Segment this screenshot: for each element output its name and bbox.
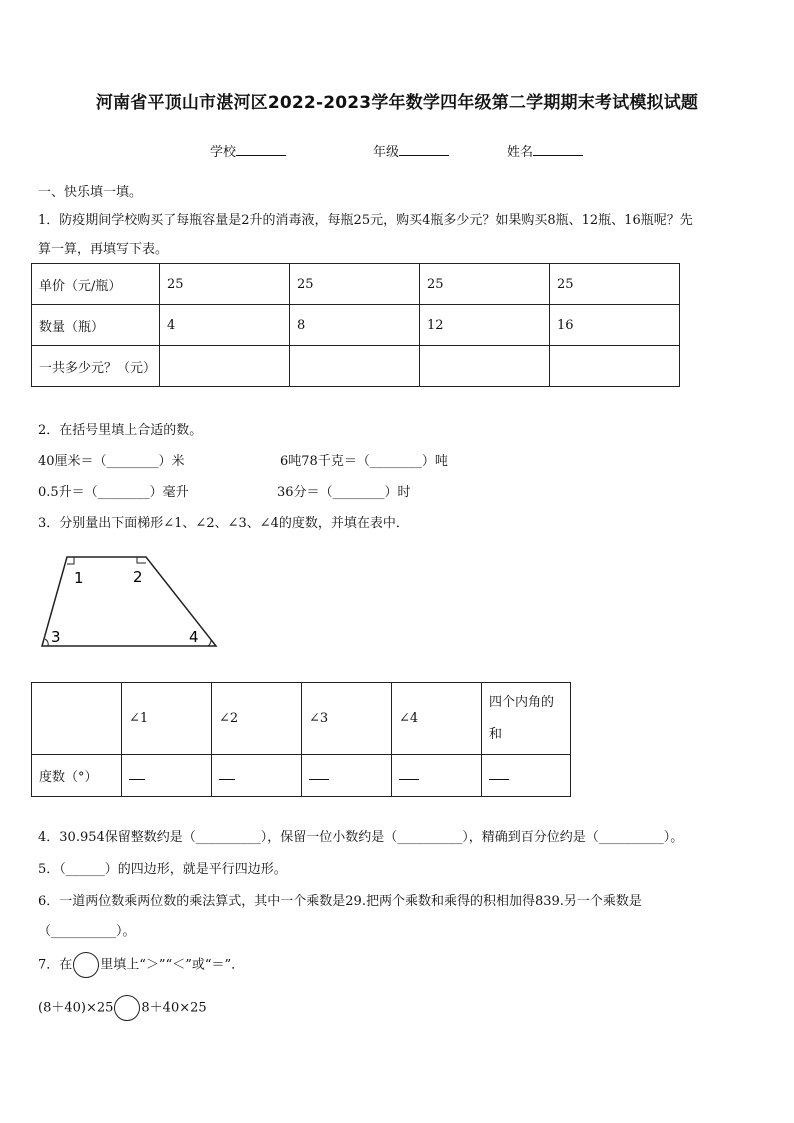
- trapezoid-figure: [36, 552, 222, 652]
- angle-label-3: 3: [51, 628, 61, 646]
- q7-stem: [38, 952, 244, 978]
- grade-label: 年级: [373, 145, 400, 160]
- q6-text-line1: 6．一道两位数乘两位数的乘法算式，其中一个乘数是29.把两个乘数和乘得的积相加得839.另一个乘数是: [38, 894, 642, 909]
- name-field: [507, 141, 583, 160]
- answer-blank: [219, 768, 235, 780]
- q7-prefix: 7．在: [38, 957, 73, 973]
- angle-label-1: 1: [74, 569, 84, 587]
- q5-text[interactable]: 5．（______）的四边形，就是平行四边形。: [38, 862, 287, 877]
- table-row: [32, 683, 571, 755]
- table-cell: 数量（瓶）: [32, 305, 160, 346]
- q2-stem: 2．在括号里填上合适的数。: [38, 423, 203, 438]
- angle-label-4: 4: [189, 628, 199, 646]
- q1-price-table: [31, 263, 680, 387]
- q6-text-line2[interactable]: （__________）。: [38, 924, 136, 939]
- table-cell: 25: [550, 264, 680, 305]
- table-cell: 一共多少元？（元）: [32, 346, 160, 387]
- answer-cell[interactable]: [302, 755, 392, 797]
- table-cell: 25: [420, 264, 550, 305]
- angle-mark-1: [67, 557, 74, 564]
- name-label: 姓名: [507, 145, 534, 160]
- table-cell: 4: [160, 305, 290, 346]
- grade-blank[interactable]: [399, 143, 449, 156]
- table-cell: ∠4: [392, 683, 482, 755]
- q3-stem: 3．分别量出下面梯形∠1、∠2、∠3、∠4的度数，并填在表中．: [38, 516, 409, 531]
- table-cell: 12: [420, 305, 550, 346]
- answer-cell[interactable]: [420, 346, 550, 387]
- table-row: [32, 755, 571, 797]
- table-row: [32, 305, 680, 346]
- angle-mark-2: [137, 557, 146, 563]
- school-field: [210, 141, 286, 160]
- comparison-circle[interactable]: [114, 995, 140, 1021]
- q2-item-a[interactable]: 40厘米＝（________）米: [38, 454, 185, 469]
- table-cell: 度数（°）: [32, 755, 122, 797]
- answer-cell[interactable]: [290, 346, 420, 387]
- answer-cell[interactable]: [160, 346, 290, 387]
- q2-item-c[interactable]: 0.5升＝（________）毫升: [38, 485, 189, 500]
- angle-label-2: 2: [133, 568, 143, 586]
- school-blank[interactable]: [236, 143, 286, 156]
- answer-cell[interactable]: [482, 755, 571, 797]
- page-title: 河南省平顶山市湛河区2022-2023学年数学四年级第二学期期末考试模拟试题: [95, 93, 699, 113]
- table-cell: [482, 683, 571, 755]
- answer-cell[interactable]: [550, 346, 680, 387]
- answer-blank: [489, 768, 509, 780]
- table-row: [32, 346, 680, 387]
- answer-cell[interactable]: [122, 755, 212, 797]
- q1-text-line1: 1．防疫期间学校购买了每瓶容量是2升的消毒液，每瓶25元，购买4瓶多少元？如果购买8瓶、12瓶、16瓶呢？先: [38, 213, 693, 228]
- answer-cell[interactable]: [392, 755, 482, 797]
- table-cell: 单价（元/瓶）: [32, 264, 160, 305]
- table-cell: 25: [290, 264, 420, 305]
- q3-angle-table: [31, 682, 571, 797]
- q2-item-d[interactable]: 36分＝（________）时: [277, 485, 411, 500]
- table-cell: ∠2: [212, 683, 302, 755]
- q7-suffix: 里填上“＞”“＜”或“＝”．: [100, 957, 245, 973]
- angle-mark-3: [45, 639, 48, 646]
- table-cell: 16: [550, 305, 680, 346]
- table-cell: [32, 683, 122, 755]
- angle-mark-4: [208, 640, 211, 646]
- table-row: [32, 264, 680, 305]
- sum-header-line2: 和: [489, 726, 503, 742]
- expr-right: 8＋40×25: [141, 1000, 207, 1016]
- q7-expression: [38, 995, 207, 1021]
- answer-cell[interactable]: [212, 755, 302, 797]
- q4-text[interactable]: 4．30.954保留整数约是（__________），保留一位小数约是（__________），精确到百分位约是（__________）。: [38, 830, 684, 845]
- section-heading: 一、快乐填一填。: [38, 185, 143, 200]
- school-label: 学校: [210, 145, 237, 160]
- answer-blank: [309, 768, 329, 780]
- answer-blank: [129, 768, 145, 780]
- sum-header-line1: 四个内角的: [489, 694, 555, 710]
- expr-left: (8＋40)×25: [38, 1000, 114, 1016]
- table-cell: 25: [160, 264, 290, 305]
- circle-blank-sample: [73, 952, 99, 978]
- q2-item-b[interactable]: 6吨78千克＝（________）吨: [280, 454, 448, 469]
- table-cell: ∠3: [302, 683, 392, 755]
- answer-blank: [399, 768, 419, 780]
- grade-field: [373, 141, 449, 160]
- table-cell: ∠1: [122, 683, 212, 755]
- name-blank[interactable]: [533, 143, 583, 156]
- q1-text-line2: 算一算，再填写下表。: [38, 242, 169, 257]
- table-cell: 8: [290, 305, 420, 346]
